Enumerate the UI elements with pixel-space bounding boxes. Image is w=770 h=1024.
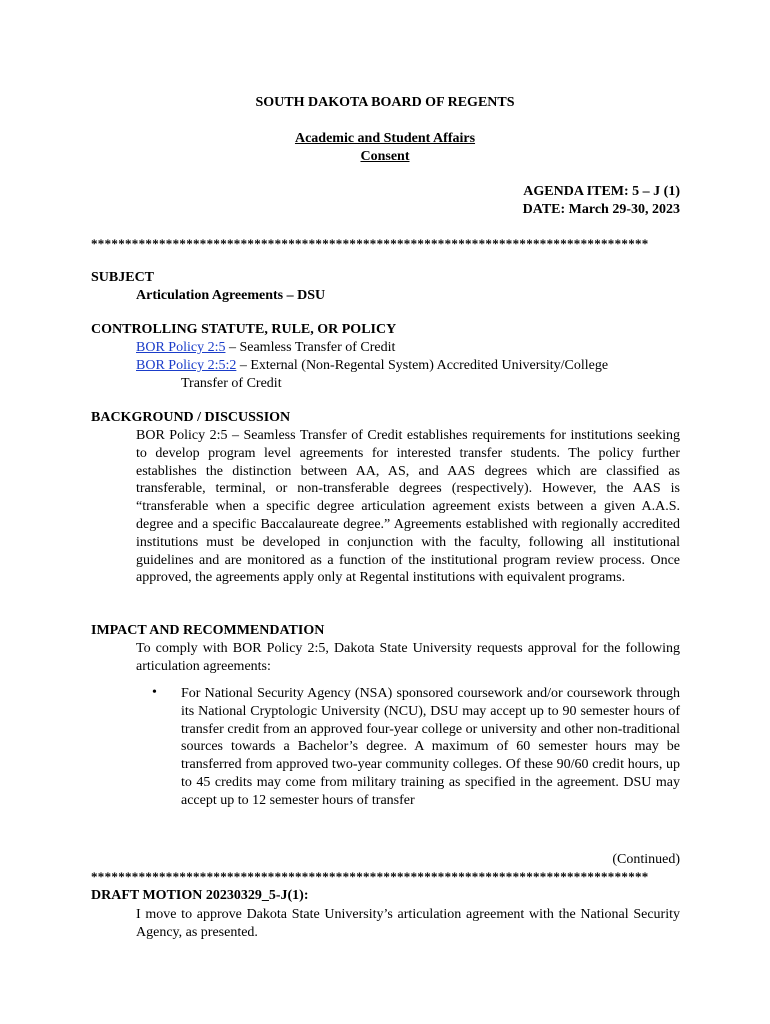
org-title: SOUTH DAKOTA BOARD OF REGENTS <box>255 95 515 110</box>
impact-bullet-nsa: For National Security Agency (NSA) sponsored coursework and/or coursework through its National Cryptologic University (NCU), DSU may accept up to 90 semester hours of transfer credit from an approved four-year college or university and other non-traditional sources towards a Bachelor’s degree. A maximum of 60 semester hours may be transferred from approved two-year community colleges. Of these 90/60 credit hours, up to 45 credits may come from military training as specified in the agreement. DSU may accept up to 12 semester hours of transfer <box>181 686 680 808</box>
policy-item-2-text: – External (Non-Regental System) Accredited University/College <box>236 358 609 373</box>
continued-note: (Continued) <box>612 852 680 867</box>
impact-heading: IMPACT AND RECOMMENDATION <box>91 623 325 638</box>
background-heading: BACKGROUND / DISCUSSION <box>91 410 291 425</box>
motion-heading: DRAFT MOTION 20230329_5-J(1): <box>91 888 309 903</box>
policy-link-2-5[interactable]: BOR Policy 2:5 <box>136 340 226 355</box>
background-paragraph: BOR Policy 2:5 – Seamless Transfer of Credit establishes requirements for institutions seeking to develop program level agreements for interested transfer students. The policy further establishes the distinction between AA, AS, and AAS degrees which are classified as transferable, terminal, or non-transferable degrees (respectively). However, the AAS is “transferable when a specific degree articulation agreement exists between a given A.A.S. degree and a specific Baccalaureate degree.” Agreements established with regionally accredited institutions must be developed in conjunction with the faculty, following all institutional guidelines and are monitored as a function of the institutional program review process. Once approved, the agreements apply only at Regental institutions with equivalent programs. <box>136 428 680 586</box>
policy-item-2 <box>136 358 608 374</box>
separator-top: ********************************************************************************** <box>91 236 649 251</box>
policy-link-2-5-2[interactable]: BOR Policy 2:5:2 <box>136 358 237 373</box>
bullet-icon: • <box>152 685 157 700</box>
division-title: Academic and Student Affairs <box>294 131 476 146</box>
policy-heading: CONTROLLING STATUTE, RULE, OR POLICY <box>91 322 397 337</box>
policy-item-1-text: – Seamless Transfer of Credit <box>225 340 396 355</box>
motion-text: I move to approve Dakota State University’s articulation agreement with the National Security Agency, as presented. <box>136 907 680 940</box>
separator-bottom: ********************************************************************************** <box>91 869 649 884</box>
impact-intro: To comply with BOR Policy 2:5, Dakota State University requests approval for the following articulation agreements: <box>136 641 680 674</box>
category-title: Consent <box>360 149 410 164</box>
meeting-date: DATE: March 29-30, 2023 <box>522 202 680 217</box>
agenda-item: AGENDA ITEM: 5 – J (1) <box>523 184 680 199</box>
subject-heading: SUBJECT <box>91 270 155 285</box>
policy-item-2-continuation: Transfer of Credit <box>181 376 282 391</box>
policy-item-1 <box>136 340 395 356</box>
subject-text: Articulation Agreements – DSU <box>136 288 326 303</box>
